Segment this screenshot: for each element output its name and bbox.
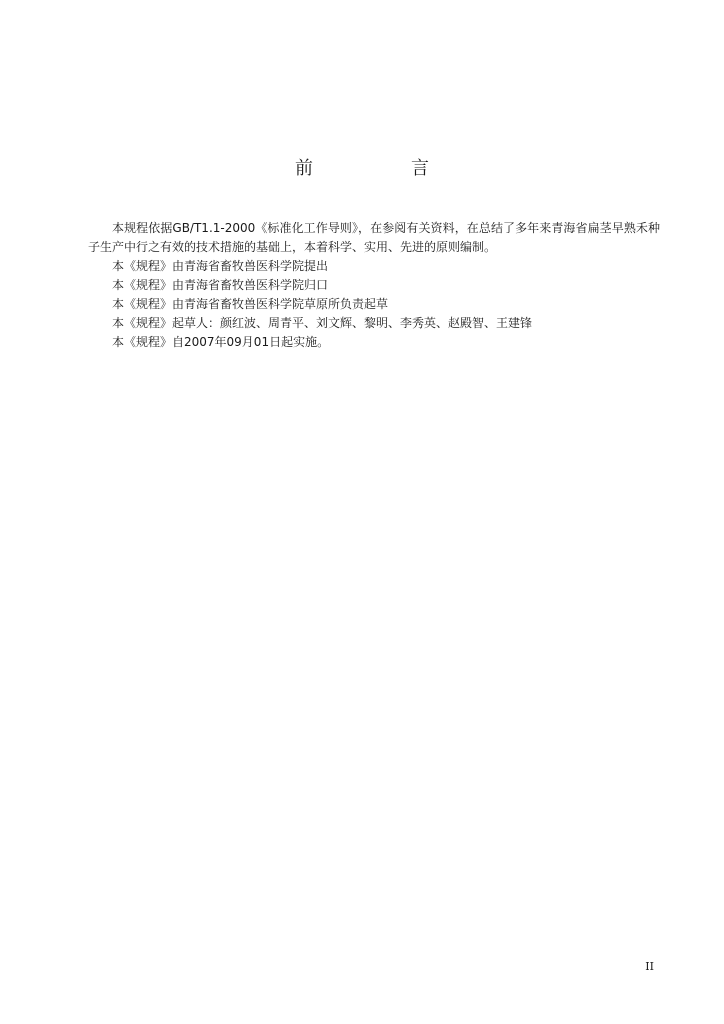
drafters-line: 本《规程》起草人：颜红波、周青平、刘文辉、黎明、李秀英、赵殿智、王建锋 — [112, 316, 533, 330]
foreword-body — [88, 219, 660, 352]
drafter-org-line: 本《规程》由青海省畜牧兽医科学院草原所负责起草 — [112, 297, 389, 311]
page-title: 前 言 — [295, 158, 469, 179]
effective-date-line: 本《规程》自2007年09月01日起实施。 — [112, 335, 330, 349]
proposer-line: 本《规程》由青海省畜牧兽医科学院提出 — [112, 259, 329, 273]
intro-paragraph: 本规程依据GB/T1.1-2000《标准化工作导则》，在参阅有关资料，在总结了多年来青海省扁茎早熟禾种子生产中行之有效的技术措施的基础上，本着科学、实用、先进的原则编制。 — [88, 221, 660, 254]
page-number: II — [645, 960, 654, 973]
management-line: 本《规程》由青海省畜牧兽医科学院归口 — [112, 278, 329, 292]
